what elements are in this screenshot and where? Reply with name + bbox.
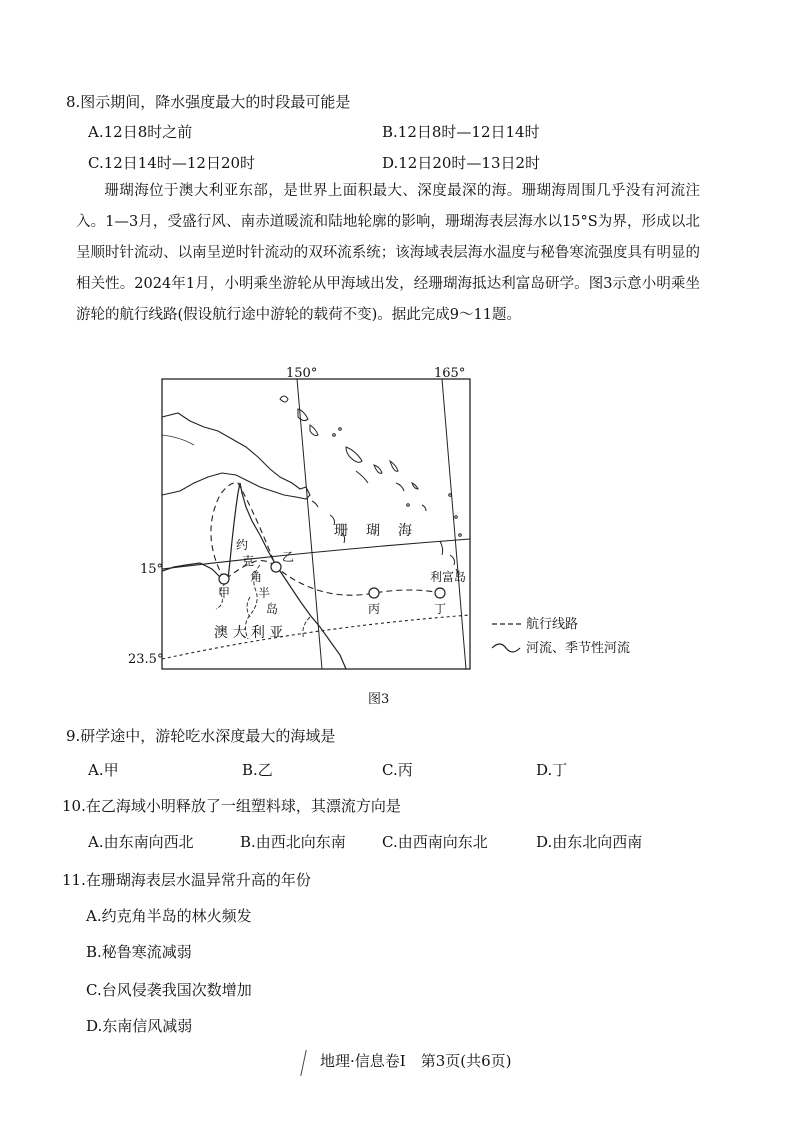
cape-york-char-4: 半: [258, 586, 271, 600]
q8-option-c: C.12日14时—12日20时: [88, 154, 256, 172]
q8-option-a: A.12日8时之前: [88, 123, 193, 141]
q9-stem: 9.研学途中，游轮吃水深度最大的海域是: [66, 727, 336, 745]
q10-option-c: C.由西南向东北: [382, 833, 488, 851]
jia-label: 甲: [218, 586, 231, 600]
lat-label-15: 15°: [140, 562, 164, 577]
point-bing: [369, 588, 379, 598]
footer-divider: [300, 1050, 315, 1076]
q10-option-a: A.由东南向西北: [88, 833, 194, 851]
q9-option-a: A.甲: [88, 761, 119, 779]
q8-stem: 8.图示期间，降水强度最大的时段最可能是: [66, 93, 351, 111]
q10-option-b: B.由西北向东南: [240, 833, 346, 851]
cape-york-char-3: 角: [250, 570, 263, 584]
bing-label: 丙: [368, 602, 381, 616]
coral-sea-char-2: 瑚: [366, 523, 380, 539]
meridian-165: [442, 379, 466, 669]
q9-option-c: C.丙: [382, 761, 413, 779]
lon-label-150: 150°: [286, 366, 318, 381]
point-yi: [271, 562, 281, 572]
q10-option-d: D.由东北向西南: [536, 833, 643, 851]
new-guinea-river: [162, 435, 194, 445]
legend-symbols: [490, 616, 524, 656]
australia-label: 澳 大 利 亚: [214, 625, 284, 641]
cape-york-char-5: 岛: [266, 602, 279, 616]
q10-stem: 10.在乙海域小明释放了一组塑料球，其漂流方向是: [62, 797, 401, 815]
figure-caption: 图3: [368, 692, 390, 707]
lon-label-165: 165°: [434, 366, 466, 381]
q11-option-b: B.秘鲁寒流减弱: [86, 943, 192, 961]
q8-option-b: B.12日8时—12日14时: [382, 123, 540, 141]
passage-text: 珊瑚海位于澳大利亚东部，是世界上面积最大、深度最深的海。珊瑚海周围几乎没有河流注入。1—3月，受盛行风、南赤道暖流和陆地轮廓的影响，珊瑚海表层海水以15°S为界，形成以北呈顺时针流动、以南呈逆时针流动的双环流系统；该海域表层海水温度与秘鲁寒流强度具有明显的相关性。2024年1月，小明乘坐游轮从甲海域出发，经珊瑚海抵达利富岛研学。图3示意小明乘坐游轮的航行线路(假设航行途中游轮的载荷不变)。据此完成9～11题。: [76, 183, 700, 323]
cape-york-char-1: 约: [236, 538, 249, 552]
passage: [76, 176, 700, 331]
coral-sea-char-1: 珊: [334, 523, 348, 539]
q9-option-d: D.丁: [536, 761, 568, 779]
legend-river-symbol: [492, 644, 520, 652]
yi-label: 乙: [282, 550, 295, 564]
coral-sea-char-3: 海: [398, 523, 412, 539]
parallel-15s: [162, 539, 470, 569]
point-ding: [435, 588, 445, 598]
lifou-label: 利富岛: [430, 570, 467, 584]
q9-option-b: B.乙: [242, 761, 273, 779]
legend-route-label: 航行线路: [526, 617, 579, 632]
q11-option-d: D.东南信风减弱: [86, 1017, 193, 1035]
legend-river-label: 河流、季节性河流: [526, 641, 631, 656]
page-footer: 地理·信息卷Ⅰ 第3页(共6页): [320, 1052, 512, 1070]
q8-option-d: D.12日20时—13日2时: [382, 154, 541, 172]
cape-york-char-2: 克: [242, 554, 255, 568]
ding-label: 丁: [434, 602, 447, 616]
new-guinea-coast: [162, 413, 310, 499]
point-jia: [219, 574, 229, 584]
q11-stem: 11.在珊瑚海表层水温异常升高的年份: [62, 871, 311, 889]
lat-label-23-5: 23.5°: [128, 652, 164, 667]
map-frame: [162, 379, 470, 669]
q11-option-c: C.台风侵袭我国次数增加: [86, 981, 252, 999]
q11-option-a: A.约克角半岛的林火频发: [86, 907, 252, 925]
